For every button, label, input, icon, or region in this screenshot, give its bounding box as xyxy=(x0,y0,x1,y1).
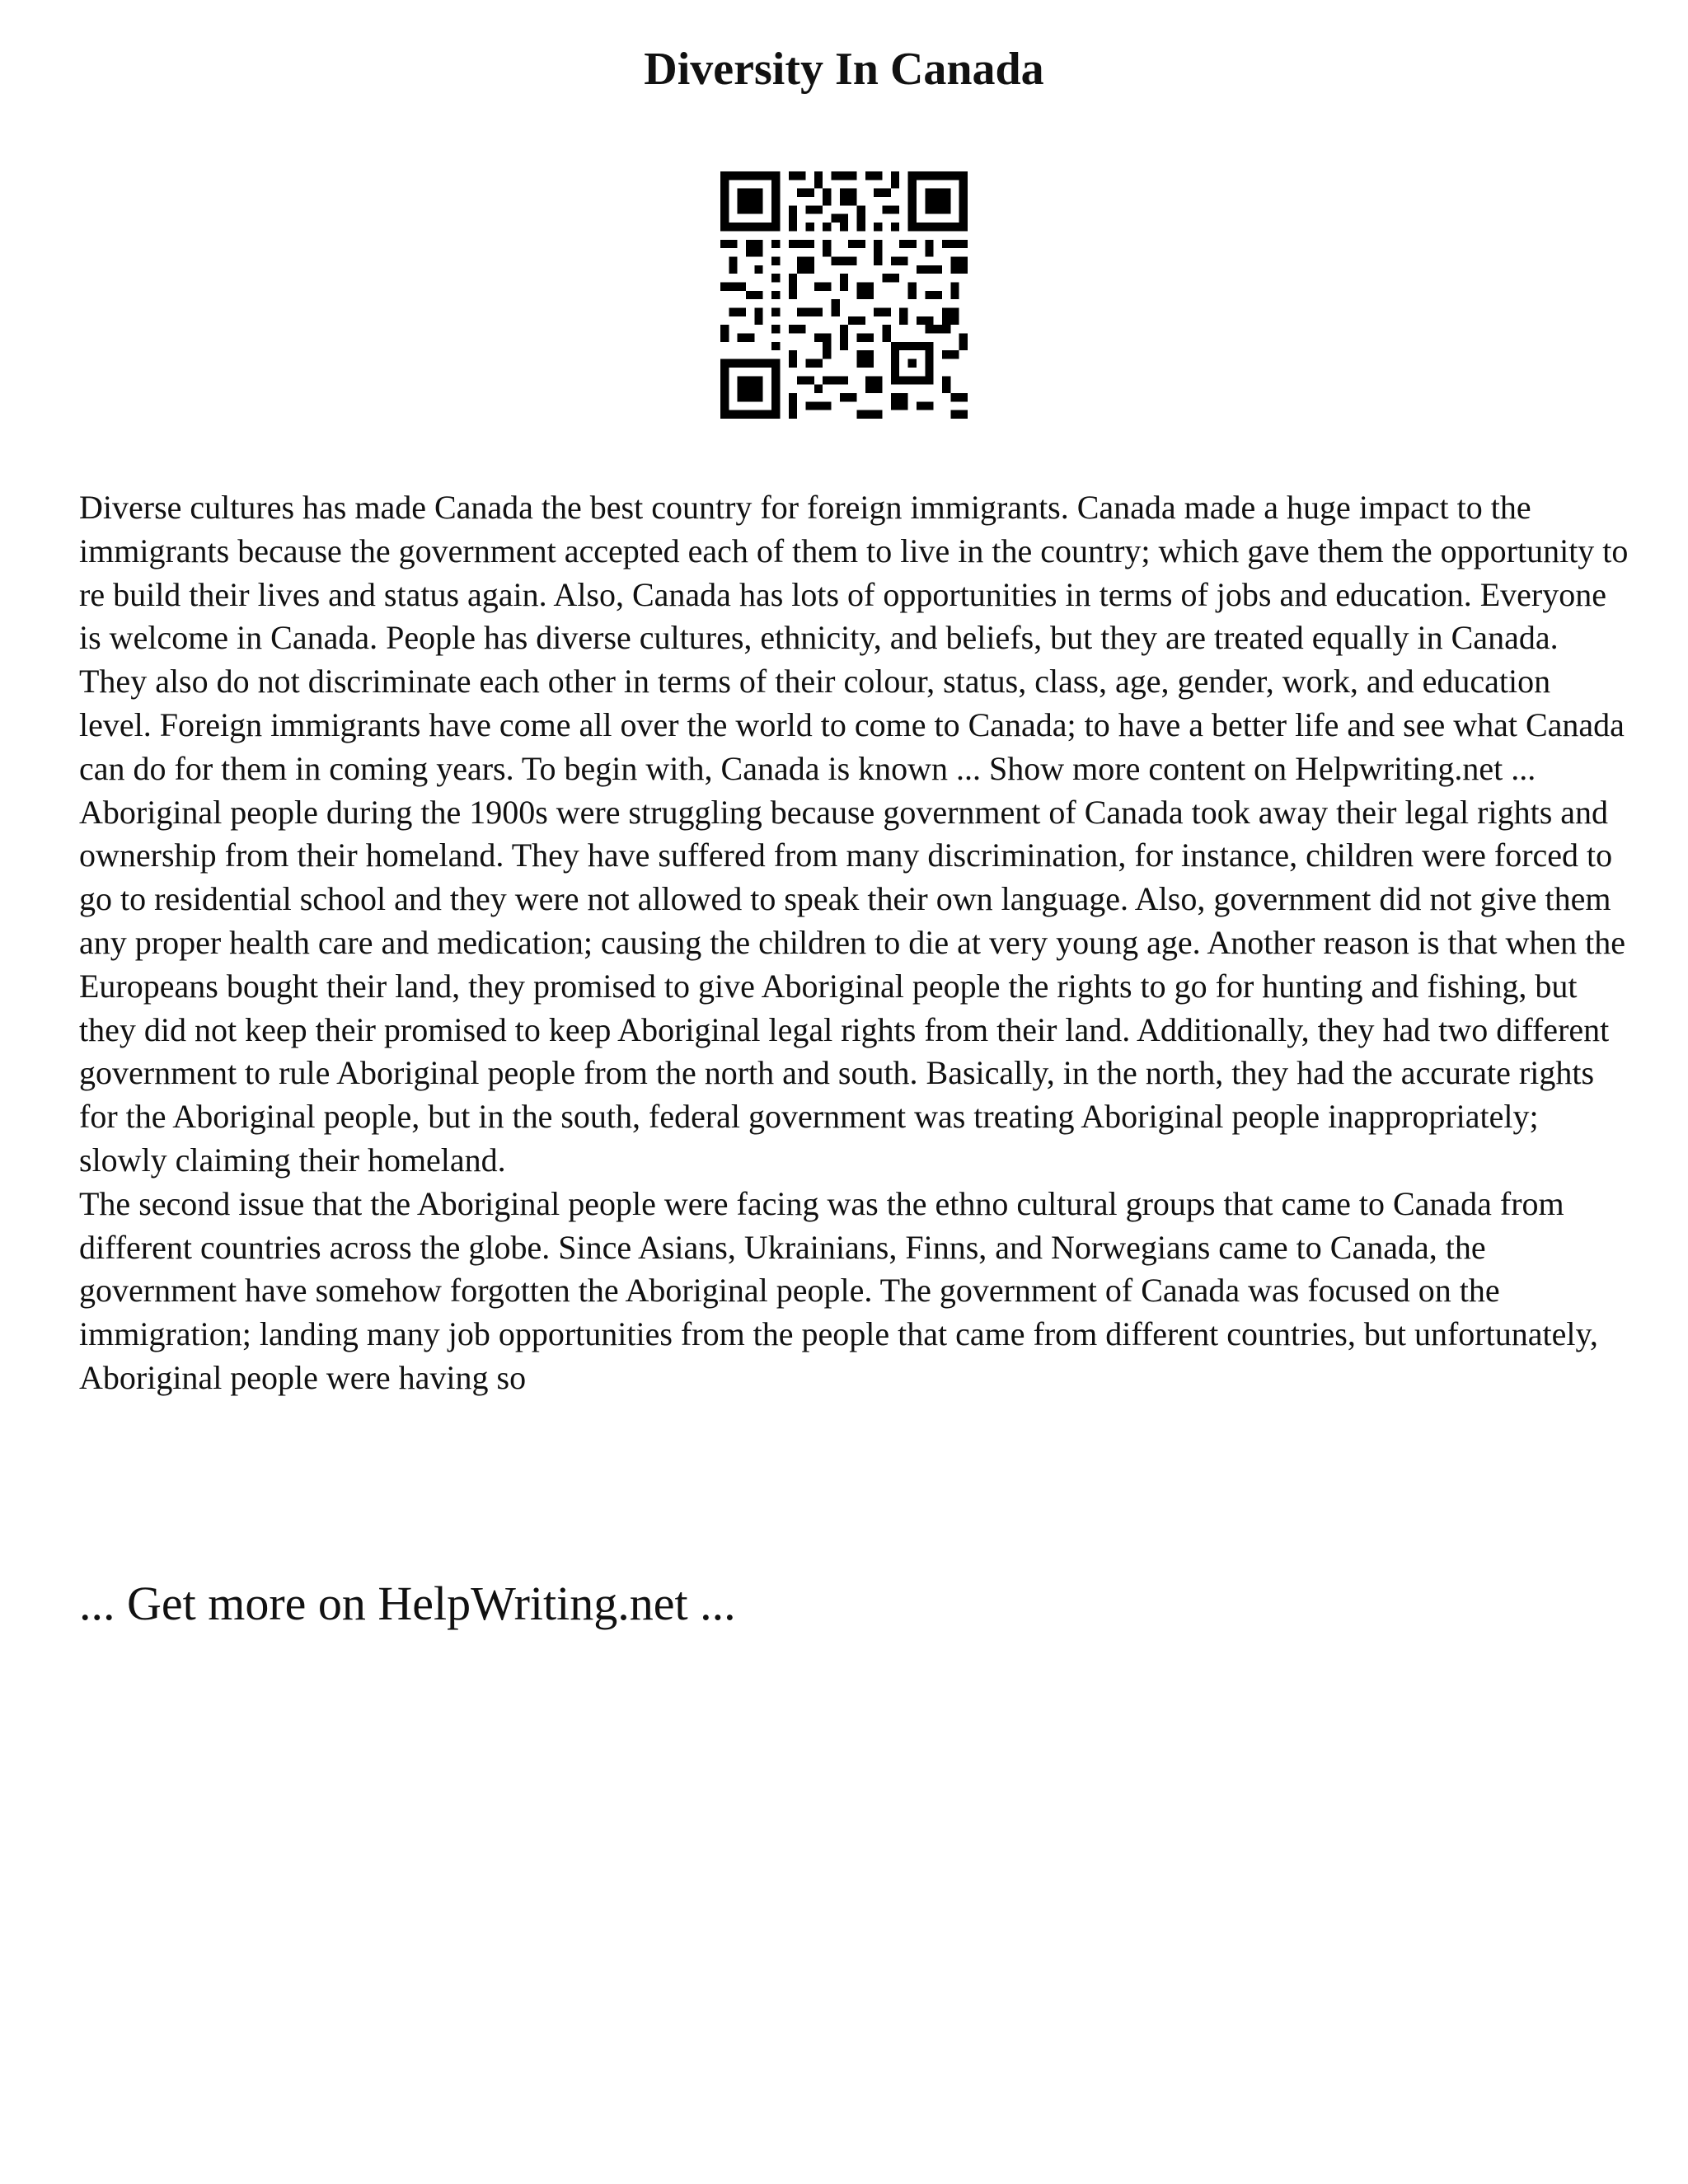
paragraph: The second issue that the Aboriginal people were facing was the ethno cultural groups that came to Canada from different countries across the globe. Since Asians, Ukrainians, Finns, and Norwegians came to Canada, the government have somehow forgotten the Aboriginal people. The government of Canada was focused on the immigration; landing many job opportunities from the people that came from different countries, but unfortunately, Aboriginal people were having so xyxy=(79,1184,1598,1396)
document-body xyxy=(79,486,1629,1400)
get-more-link[interactable]: ... Get more on HelpWriting.net ... xyxy=(79,1577,736,1630)
paragraph: Diverse cultures has made Canada the best country for foreign immigrants. Canada made a huge impact to the immigrants because the government accepted each of them to live in the country; which gave them the opportunity to re build their lives and status again. Also, Canada has lots of opportunities in terms of jobs and education. Everyone is welcome in Canada. People has diverse cultures, ethnicity, and beliefs, but they are treated equally in Canada. They also do not discriminate each other in terms of their colour, status, class, age, gender, work, and education level. Foreign immigrants have come all over the world to come to Canada; to have a better life and see what Canada can do for them in coming years. To begin with, Canada is known ... Show more content on Helpwriting.net ... xyxy=(79,489,1629,787)
document-title: Diversity In Canada xyxy=(644,44,1044,95)
paragraph: Aboriginal people during the 1900s were struggling because government of Canada took away their legal rights and ownership from their homeland. They have suffered from many discrimination, for instance, children were forced to go to residential school and they were not allowed to speak their own language. Also, government did not give them any proper health care and medication; causing the children to die at very young age. Another reason is that when the Europeans bought their land, they promised to give Aboriginal people the rights to go for hunting and fishing, but they did not keep their promised to keep Aboriginal legal rights from their land. Additionally, they had two different government to rule Aboriginal people from the north and south. Basically, in the north, they had the accurate rights for the Aboriginal people, but in the south, federal government was treating Aboriginal people inappropriately; slowly claiming their homeland. xyxy=(79,793,1626,1179)
qr-code-icon xyxy=(720,171,968,419)
